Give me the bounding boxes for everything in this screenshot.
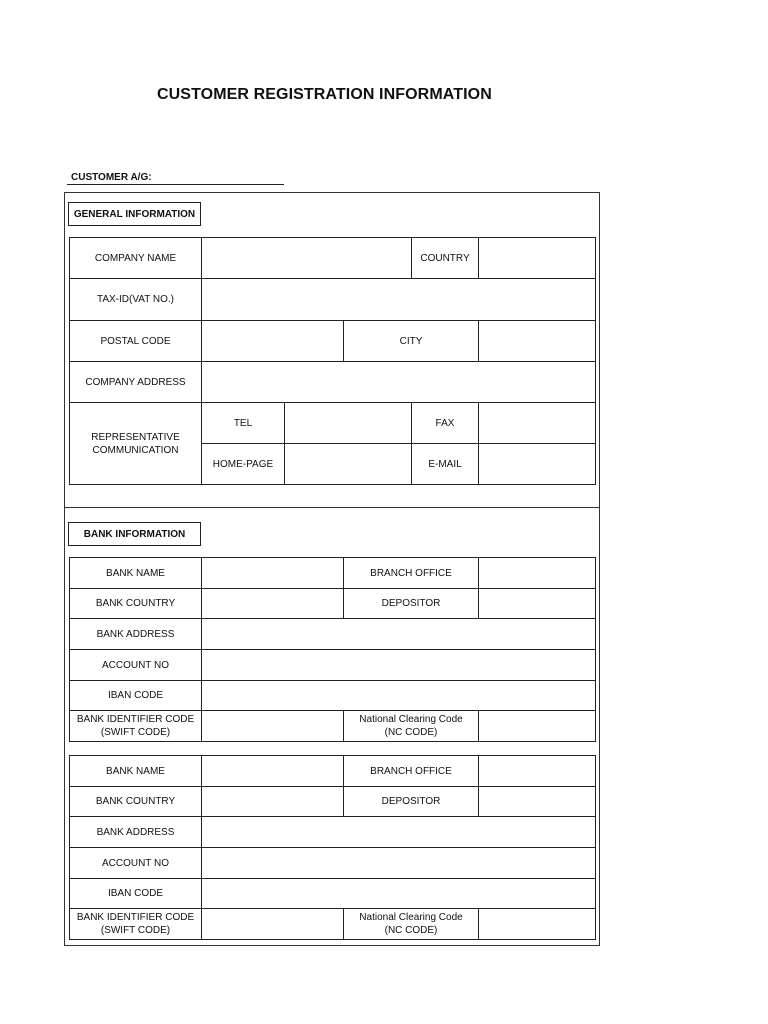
fax-field[interactable] bbox=[478, 402, 596, 444]
tel-field[interactable] bbox=[284, 402, 412, 444]
bank-country-field[interactable] bbox=[201, 786, 344, 817]
tel-label: TEL bbox=[201, 402, 285, 444]
iban-code-field[interactable] bbox=[201, 878, 596, 909]
bank-name-field[interactable] bbox=[201, 755, 344, 787]
account-no-field[interactable] bbox=[201, 847, 596, 879]
iban-code-label: IBAN CODE bbox=[69, 680, 202, 711]
postal-code-field[interactable] bbox=[201, 320, 344, 362]
representative-label-line2: COMMUNICATION bbox=[92, 444, 179, 456]
company-address-field[interactable] bbox=[201, 361, 596, 403]
company-name-field[interactable] bbox=[201, 237, 412, 279]
tax-id-field[interactable] bbox=[201, 278, 596, 321]
bic-field[interactable] bbox=[201, 710, 344, 742]
city-field[interactable] bbox=[478, 320, 596, 362]
bank-address-label: BANK ADDRESS bbox=[69, 816, 202, 848]
bank-name-label: BANK NAME bbox=[69, 755, 202, 787]
depositor-field[interactable] bbox=[478, 588, 596, 619]
bic-label-line2: (SWIFT CODE) bbox=[100, 727, 171, 738]
ncc-label-line2: (NC CODE) bbox=[384, 925, 438, 936]
branch-office-field[interactable] bbox=[478, 755, 596, 787]
bank-information-header: BANK INFORMATION bbox=[68, 522, 201, 546]
ncc-label bbox=[343, 710, 479, 742]
bank-name-label: BANK NAME bbox=[69, 557, 202, 589]
page-title: CUSTOMER REGISTRATION INFORMATION bbox=[157, 86, 492, 103]
country-field[interactable] bbox=[478, 237, 596, 279]
bic-label bbox=[69, 908, 202, 940]
city-label: CITY bbox=[343, 320, 479, 362]
email-label: E-MAIL bbox=[411, 443, 479, 485]
bank-address-label: BANK ADDRESS bbox=[69, 618, 202, 650]
bic-label bbox=[69, 710, 202, 742]
ncc-label-line1: National Clearing Code bbox=[359, 912, 463, 923]
company-address-label: COMPANY ADDRESS bbox=[69, 361, 202, 403]
depositor-label: DEPOSITOR bbox=[343, 786, 479, 817]
bic-label-line1: BANK IDENTIFIER CODE bbox=[76, 912, 195, 923]
bank-address-field[interactable] bbox=[201, 816, 596, 848]
bic-label-line2: (SWIFT CODE) bbox=[100, 925, 171, 936]
section-divider bbox=[65, 507, 599, 508]
depositor-field[interactable] bbox=[478, 786, 596, 817]
bank-name-field[interactable] bbox=[201, 557, 344, 589]
ncc-label-line2: (NC CODE) bbox=[384, 727, 438, 738]
iban-code-label: IBAN CODE bbox=[69, 878, 202, 909]
fax-label: FAX bbox=[411, 402, 479, 444]
bic-field[interactable] bbox=[201, 908, 344, 940]
bank-country-field[interactable] bbox=[201, 588, 344, 619]
customer-ag-field[interactable] bbox=[67, 184, 284, 185]
account-no-field[interactable] bbox=[201, 649, 596, 681]
bank-country-label: BANK COUNTRY bbox=[69, 588, 202, 619]
ncc-label-line1: National Clearing Code bbox=[359, 714, 463, 725]
home-page-field[interactable] bbox=[284, 443, 412, 485]
customer-ag-label: CUSTOMER A/G: bbox=[71, 172, 152, 183]
home-page-label: HOME-PAGE bbox=[201, 443, 285, 485]
branch-office-field[interactable] bbox=[478, 557, 596, 589]
bank-address-field[interactable] bbox=[201, 618, 596, 650]
ncc-field[interactable] bbox=[478, 908, 596, 940]
ncc-label bbox=[343, 908, 479, 940]
email-field[interactable] bbox=[478, 443, 596, 485]
bic-label-line1: BANK IDENTIFIER CODE bbox=[76, 714, 195, 725]
branch-office-label: BRANCH OFFICE bbox=[343, 755, 479, 787]
bank-country-label: BANK COUNTRY bbox=[69, 786, 202, 817]
general-information-header: GENERAL INFORMATION bbox=[68, 202, 201, 226]
tax-id-label: TAX-ID(VAT NO.) bbox=[69, 278, 202, 321]
depositor-label: DEPOSITOR bbox=[343, 588, 479, 619]
representative-communication-label bbox=[69, 402, 202, 485]
company-name-label: COMPANY NAME bbox=[69, 237, 202, 279]
branch-office-label: BRANCH OFFICE bbox=[343, 557, 479, 589]
representative-label-line1: REPRESENTATIVE bbox=[91, 431, 180, 443]
country-label: COUNTRY bbox=[411, 237, 479, 279]
postal-code-label: POSTAL CODE bbox=[69, 320, 202, 362]
account-no-label: ACCOUNT NO bbox=[69, 847, 202, 879]
account-no-label: ACCOUNT NO bbox=[69, 649, 202, 681]
iban-code-field[interactable] bbox=[201, 680, 596, 711]
ncc-field[interactable] bbox=[478, 710, 596, 742]
